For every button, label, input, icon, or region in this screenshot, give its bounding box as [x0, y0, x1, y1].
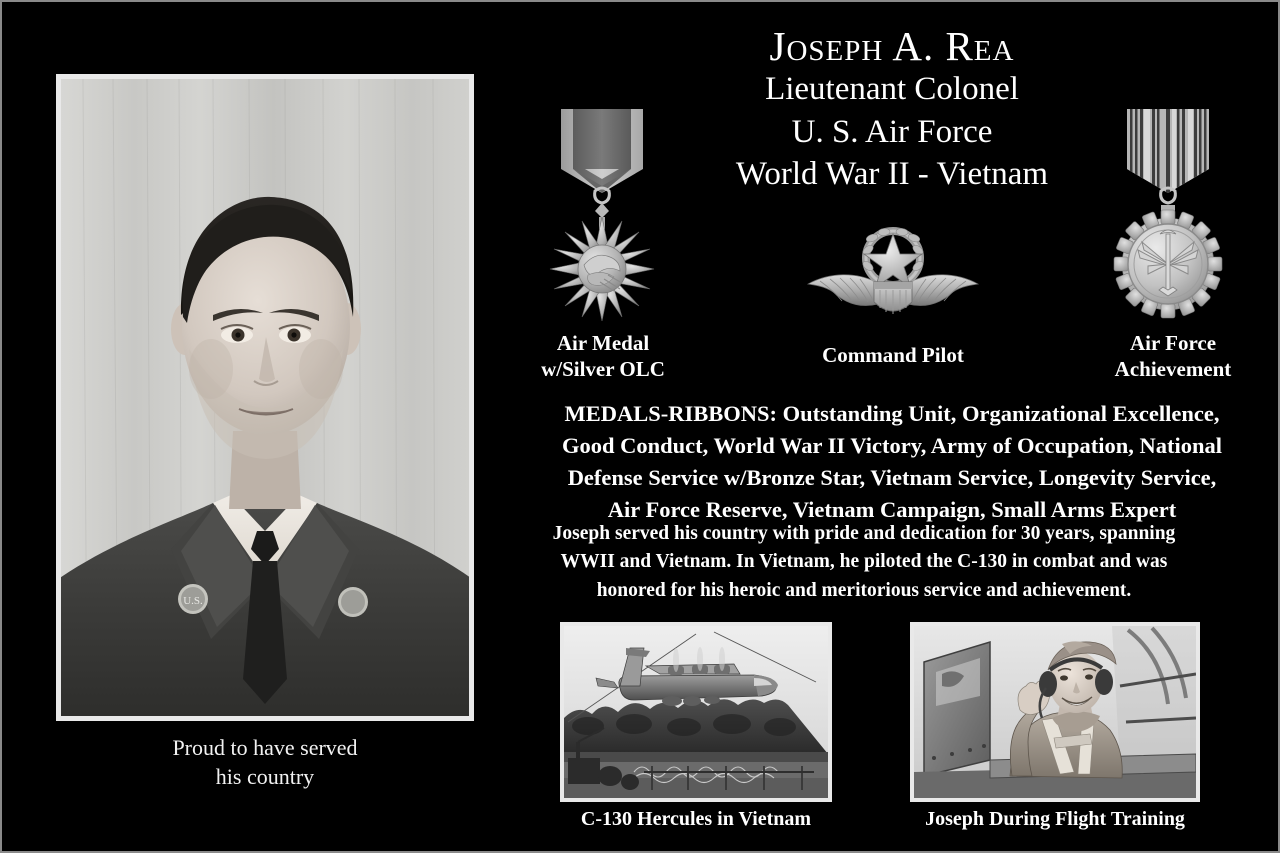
header-rank: Lieutenant Colonel	[765, 71, 1019, 108]
portrait-caption-line2: his country	[215, 764, 315, 790]
flight-training-image	[914, 626, 1196, 798]
c130-image	[564, 626, 828, 798]
header	[642, 24, 1142, 195]
medals-ribbons-line-2: Good Conduct, World War II Victory, Army of Occupation, National	[561, 432, 1223, 458]
portrait-caption	[56, 733, 474, 791]
header-wars: World War II - Vietnam	[735, 155, 1049, 192]
header-branch: U. S. Air Force	[791, 113, 993, 150]
medals-ribbons-line-1: MEDALS-RIBBONS: Outstanding Unit, Organizational Excellence,	[564, 401, 1220, 426]
page-title: Joseph A. Rea	[769, 23, 1015, 69]
c130-photo-caption: C-130 Hercules in Vietnam	[580, 808, 812, 830]
air-medal-icon	[543, 107, 661, 322]
portrait-photo	[61, 79, 469, 716]
flight-training-photo-frame	[910, 622, 1200, 802]
flight-training-photo-caption: Joseph During Flight Training	[925, 808, 1185, 830]
biography-block	[514, 520, 1214, 605]
air-medal-label	[522, 330, 684, 383]
c130-photo-frame	[560, 622, 832, 802]
portrait-image	[61, 79, 469, 716]
medals-ribbons-line-4: Air Force Reserve, Vietnam Campaign, Small Arms Expert	[607, 496, 1177, 522]
air-medal-label-line1: Air Medal	[556, 331, 650, 355]
flight-training-photo	[914, 626, 1196, 798]
command-pilot-wings-icon	[802, 224, 984, 324]
air-force-achievement-medal-icon	[1109, 107, 1227, 322]
command-pilot-label	[802, 342, 984, 368]
biography-line-2: WWII and Vietnam. In Vietnam, he piloted the C-130 in combat and was	[560, 551, 1168, 573]
c130-photo	[564, 626, 828, 798]
svg-text:U.S.: U.S.	[183, 595, 203, 607]
medals-ribbons-line-3: Defense Service w/Bronze Star, Vietnam Service, Longevity Service,	[567, 464, 1217, 490]
medals-ribbons-block	[514, 398, 1270, 526]
biography-line-1: Joseph served his country with pride and dedication for 30 years, spanning	[552, 523, 1176, 544]
air-force-achievement-label	[1092, 330, 1254, 383]
air-force-achievement-label-line2: Achievement	[1114, 357, 1232, 382]
portrait-caption-line1: Proud to have served	[172, 735, 358, 760]
portrait-frame	[56, 74, 474, 721]
air-force-achievement-label-line1: Air Force	[1129, 331, 1217, 355]
command-pilot-label-line1: Command Pilot	[822, 343, 964, 367]
biography-line-3: honored for his heroic and meritorious service and achievement.	[596, 579, 1132, 601]
air-medal-label-line2: w/Silver OLC	[541, 357, 665, 382]
